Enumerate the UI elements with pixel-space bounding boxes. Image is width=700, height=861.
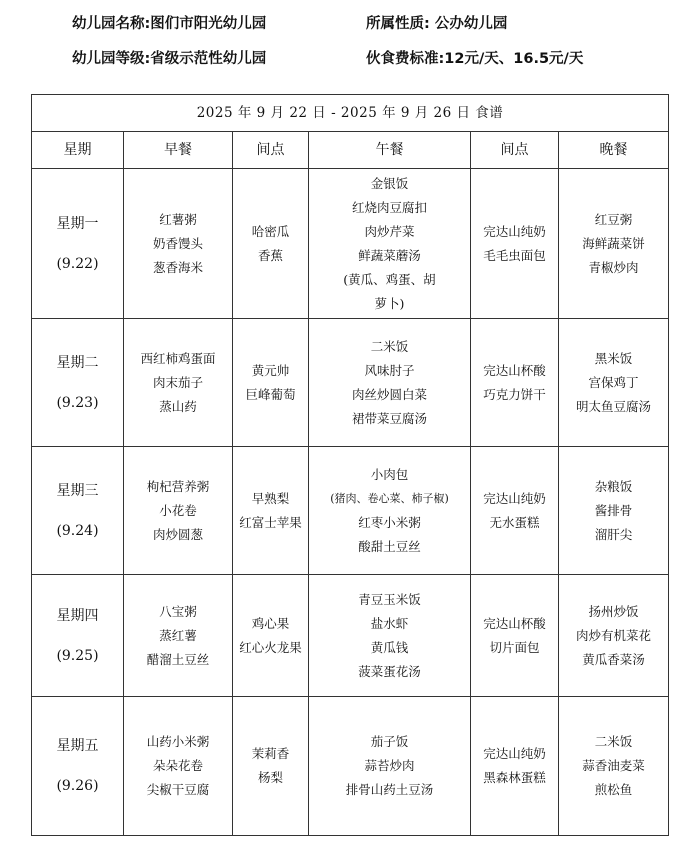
menu-item: 肉炒芹菜 [364, 223, 415, 239]
menu-item: 杨梨 [257, 770, 283, 785]
menu-item: 红烧肉豆腐扣 [351, 199, 427, 215]
column-header-lunch: 午餐 [309, 132, 471, 169]
menu-item: 完达山纯奶 [483, 746, 546, 761]
morning-snack-cell [233, 575, 309, 697]
morning-snack-cell [233, 169, 309, 319]
day-date: (9.22) [56, 255, 99, 272]
lunch-cell [309, 447, 471, 575]
menu-item: 完达山杯酸 [483, 615, 546, 631]
day-name: 星期二 [56, 354, 99, 371]
menu-item: 巧克力饼干 [483, 386, 546, 402]
menu-item: 肉丝炒圆白菜 [351, 386, 427, 402]
kindergarten-level: 幼儿园等级:省级示范性幼儿园 [72, 51, 267, 67]
lunch-cell [309, 697, 471, 836]
lunch-cell [309, 169, 471, 319]
breakfast-cell [124, 169, 233, 319]
menu-item: 黄瓜香菜汤 [582, 651, 645, 667]
day-name: 星期五 [56, 738, 99, 754]
menu-item: 裙带菜豆腐汤 [351, 410, 427, 426]
day-row [32, 319, 669, 447]
column-header-snack-2: 间点 [471, 132, 559, 169]
menu-item: 无水蛋糕 [489, 514, 540, 530]
day-cell [32, 697, 124, 836]
breakfast-cell [124, 447, 233, 575]
menu-item: 酱排骨 [594, 502, 633, 518]
kindergarten-nature: 所属性质: 公办幼儿园 [366, 16, 508, 32]
menu-item: 朵朵花卷 [152, 758, 203, 773]
menu-item: 红枣小米粥 [358, 514, 421, 530]
menu-item: 小花卷 [159, 502, 197, 518]
column-header-breakfast: 早餐 [124, 132, 233, 169]
weekly-menu-table [31, 94, 669, 836]
menu-item: 肉炒有机菜花 [576, 627, 652, 643]
day-cell [32, 169, 124, 319]
menu-item: 完达山杯酸 [483, 362, 546, 378]
menu-item: 蒸红薯 [159, 627, 197, 643]
morning-snack-cell [233, 697, 309, 836]
menu-item: 茄子饭 [370, 734, 409, 749]
day-date: (9.25) [56, 647, 99, 664]
day-cell [32, 575, 124, 697]
day-row [32, 169, 669, 319]
menu-item: 醋溜土豆丝 [146, 651, 210, 667]
menu-item: 香蕉 [257, 247, 283, 263]
menu-item: 鸡心果 [251, 615, 290, 631]
menu-item: 鲜蔬菜蘑汤 [358, 247, 421, 263]
dinner-cell [559, 447, 669, 575]
menu-item: 酸甜土豆丝 [358, 538, 421, 554]
menu-item: 红富士苹果 [239, 514, 302, 530]
menu-item: 蒸山药 [159, 398, 197, 414]
menu-item: 溜肝尖 [594, 526, 633, 542]
day-date: (9.23) [56, 394, 99, 411]
menu-item: 八宝粥 [159, 603, 197, 619]
menu-item: 小肉包 [370, 466, 409, 482]
menu-item: 萝卜) [374, 295, 405, 311]
menu-item: 煎松鱼 [594, 782, 633, 797]
menu-item: 黄瓜钱 [370, 639, 409, 655]
menu-title: 2025 年 9 月 22 日 - 2025 年 9 月 26 日 食谱 [32, 95, 669, 132]
lunch-cell [309, 575, 471, 697]
day-cell [32, 447, 124, 575]
menu-item: 蒜香油麦菜 [582, 758, 645, 773]
menu-item: 排骨山药土豆汤 [345, 782, 434, 797]
menu-item: 红心火龙果 [239, 639, 302, 655]
menu-item: 蒜苔炒肉 [364, 758, 415, 773]
afternoon-snack-cell [471, 575, 559, 697]
menu-item: (猪肉、卷心菜、柿子椒) [330, 491, 449, 505]
column-header-snack-1: 间点 [233, 132, 309, 169]
menu-item: 红薯粥 [159, 211, 197, 227]
menu-item: 青椒炒肉 [588, 259, 639, 275]
menu-item: 西红柿鸡蛋面 [140, 350, 216, 366]
menu-item: 肉末茄子 [152, 374, 203, 390]
menu-item: 海鲜蔬菜饼 [582, 235, 645, 251]
menu-item: 尖椒干豆腐 [146, 782, 210, 797]
menu-item: 葱香海米 [152, 259, 203, 275]
menu-item: 盐水虾 [370, 615, 409, 631]
menu-item: 早熟梨 [251, 490, 290, 506]
day-row [32, 447, 669, 575]
dinner-cell [559, 319, 669, 447]
menu-item: 杂粮饭 [594, 478, 633, 494]
menu-item: 扬州炒饭 [588, 603, 639, 619]
day-name: 星期一 [56, 215, 99, 232]
menu-item: 山药小米粥 [146, 734, 210, 749]
menu-item: 哈密瓜 [251, 223, 290, 239]
menu-item: 完达山纯奶 [483, 490, 546, 506]
dinner-cell [559, 697, 669, 836]
menu-item: 二米饭 [594, 734, 633, 749]
menu-item: 菠菜蛋花汤 [358, 663, 421, 679]
day-cell [32, 319, 124, 447]
menu-item: 二米饭 [370, 338, 409, 354]
menu-item: 黑森林蛋糕 [483, 770, 546, 785]
morning-snack-cell [233, 319, 309, 447]
menu-item: 金银饭 [370, 175, 409, 191]
menu-item: (黄瓜、鸡蛋、胡 [343, 271, 436, 287]
day-date: (9.24) [56, 522, 99, 539]
menu-item: 枸杞营养粥 [146, 478, 210, 494]
day-name: 星期三 [56, 482, 99, 499]
menu-item: 毛毛虫面包 [483, 247, 546, 263]
afternoon-snack-cell [471, 169, 559, 319]
morning-snack-cell [233, 447, 309, 575]
menu-item: 风味肘子 [364, 362, 415, 378]
breakfast-cell [124, 697, 233, 836]
menu-item: 完达山纯奶 [483, 223, 546, 239]
afternoon-snack-cell [471, 447, 559, 575]
menu-item: 红豆粥 [594, 211, 633, 227]
afternoon-snack-cell [471, 697, 559, 836]
afternoon-snack-cell [471, 319, 559, 447]
menu-item: 黄元帅 [251, 362, 290, 378]
meal-fee-standard: 伙食费标准:12元/天、16.5元/天 [366, 51, 584, 67]
day-row [32, 697, 669, 836]
kindergarten-name: 幼儿园名称:图们市阳光幼儿园 [72, 16, 267, 32]
menu-item: 茉莉香 [251, 746, 290, 761]
menu-item: 切片面包 [489, 639, 540, 655]
menu-item: 肉炒圆葱 [152, 526, 203, 542]
day-date: (9.26) [56, 778, 99, 794]
menu-item: 奶香馒头 [152, 235, 203, 251]
column-header-day: 星期 [32, 132, 124, 169]
menu-item: 黑米饭 [594, 350, 633, 366]
breakfast-cell [124, 319, 233, 447]
menu-item: 明太鱼豆腐汤 [576, 398, 652, 414]
lunch-cell [309, 319, 471, 447]
day-name: 星期四 [56, 607, 99, 624]
day-row [32, 575, 669, 697]
column-header-dinner: 晚餐 [559, 132, 669, 169]
breakfast-cell [124, 575, 233, 697]
dinner-cell [559, 169, 669, 319]
dinner-cell [559, 575, 669, 697]
menu-item: 巨峰葡萄 [245, 386, 296, 402]
menu-item: 青豆玉米饭 [358, 591, 421, 607]
menu-item: 宫保鸡丁 [588, 374, 639, 390]
